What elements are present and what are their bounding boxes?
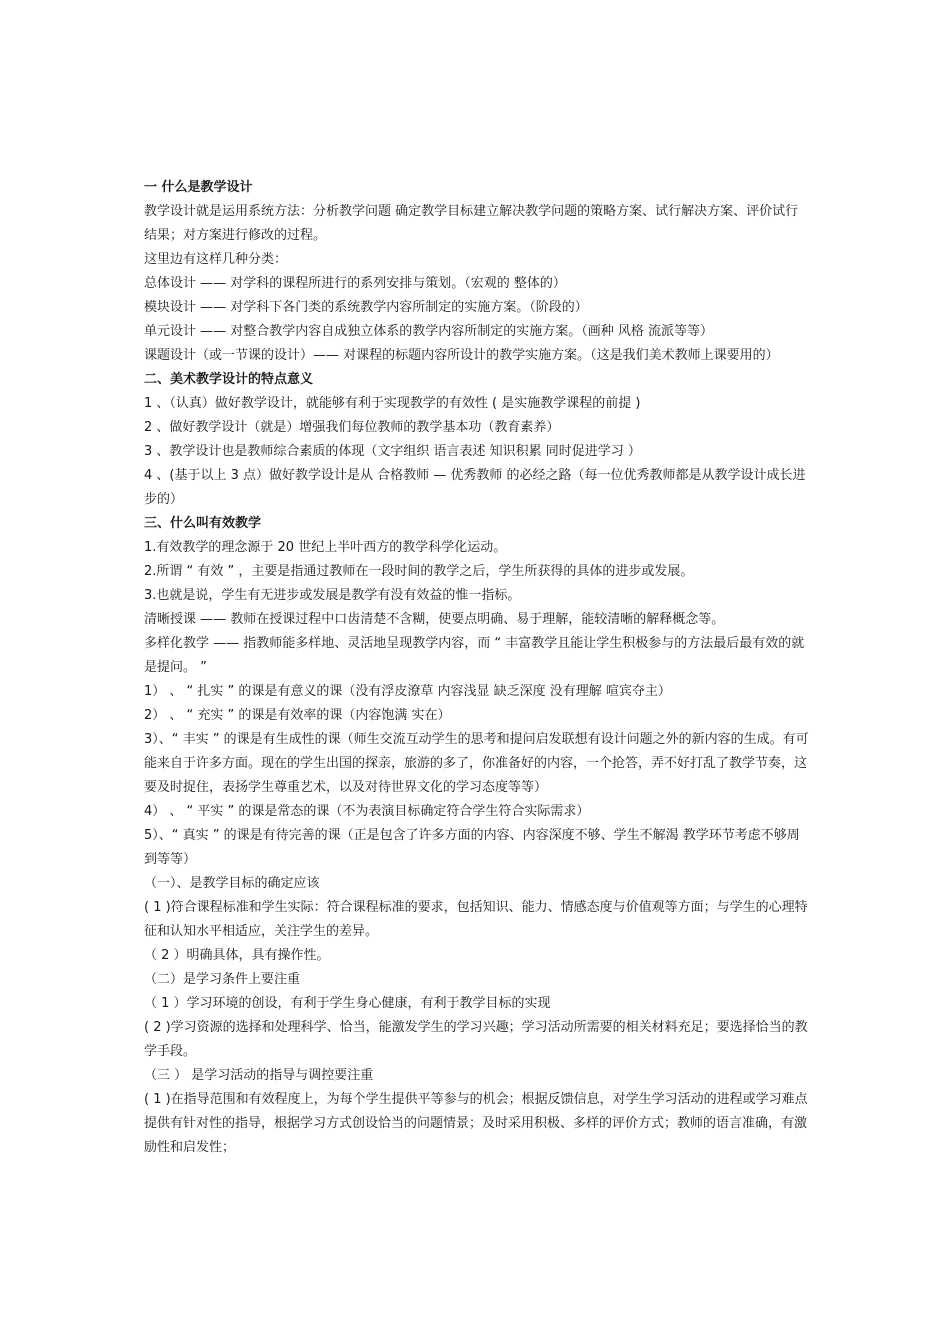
- paragraph: 总体设计 —— 对学科的课程所进行的系列安排与策划。（宏观的 整体的）: [144, 276, 566, 291]
- list-item: 4 、(基于以上 3 点）做好教学设计是从 合格教师 — 优秀教师 的必经之路（每一位优秀教师都是从教学设计成长进步的）: [144, 468, 806, 507]
- paragraph: 课题设计（或一节课的设计）—— 对课程的标题内容所设计的教学实施方案。（这是我们美术教师上课要用的）: [144, 348, 779, 363]
- list-item: 4） 、 “ 平实 ” 的课是常态的课（不为表演目标确定符合学生符合实际需求）: [144, 804, 590, 819]
- list-item: 1 、（认真）做好教学设计，就能够有利于实现教学的有效性 ( 是实施教学课程的前提 ): [144, 396, 641, 411]
- list-item: ( 1 )在指导范围和有效程度上，为每个学生提供平等参与的机会；根据反馈信息，对学生学习活动的进程或学习难点提供有针对性的指导，根据学习方式创设恰当的问题情景；及时采用积极、多样的评价方式；教师的语言准确，有激励性和启发性；: [144, 1092, 808, 1155]
- list-item: 2 、做好教学设计（就是）增强我们每位教师的教学基本功（教育素养）: [144, 420, 560, 435]
- list-item: 2） 、 “ 充实 ” 的课是有效率的课（内容饱满 实在）: [144, 708, 451, 723]
- list-item: （ 1 ）学习环境的创设，有利于学生身心健康，有利于教学目标的实现: [144, 996, 551, 1011]
- list-item: 5）、“ 真实 ” 的课是有待完善的课（正是包含了许多方面的内容、内容深度不够、学生不解渴 教学环节考虑不够周到等等）: [144, 828, 800, 867]
- list-item: 1.有效教学的理念源于 20 世纪上半叶西方的教学科学化运动。: [144, 540, 507, 555]
- paragraph: 这里边有这样几种分类：: [144, 252, 288, 267]
- list-item: ( 1 )符合课程标准和学生实际：符合课程标准的要求，包括知识、能力、情感态度与价值观等方面；与学生的心理特征和认知水平相适应，关注学生的差异。: [144, 900, 808, 939]
- heading-art-design-features: 二、美术教学设计的特点意义: [144, 372, 314, 387]
- list-item: 3.也就是说，学生有无进步或发展是教学有没有效益的惟一指标。: [144, 588, 521, 603]
- list-item: ( 2 )学习资源的选择和处理科学、恰当，能激发学生的学习兴趣；学习活动所需要的相关材料充足；要选择恰当的教学手段。: [144, 1020, 808, 1059]
- heading-effective-teaching: 三、什么叫有效教学: [144, 516, 262, 531]
- list-item: 2.所谓 “ 有效 ” ，主要是指通过教师在一段时间的教学之后，学生所获得的具体的进步或发展。: [144, 564, 694, 579]
- paragraph: 教学设计就是运用系统方法：分析教学问题 确定教学目标建立解决教学问题的策略方案、试行解决方案、评价试行结果；对方案进行修改的过程。: [144, 204, 799, 243]
- document-body: [144, 176, 810, 1160]
- paragraph: 模块设计 —— 对学科下各门类的系统教学内容所制定的实施方案。（阶段的）: [144, 300, 588, 315]
- list-item: 1） 、 “ 扎实 ” 的课是有意义的课（没有浮皮潦草 内容浅显 缺乏深度 没有理解 喧宾夺主）: [144, 684, 671, 699]
- list-item: （ 2 ）明确具体，具有操作性。: [144, 948, 330, 963]
- paragraph: 多样化教学 —— 指教师能多样地、灵活地呈现教学内容，而 “ 丰富教学且能让学生积极参与的方法最后最有效的就是提问。 ”: [144, 636, 805, 675]
- subheading: （二）是学习条件上要注重: [144, 972, 301, 987]
- list-item: 3）、“ 丰实 ” 的课是有生成性的课（师生交流互动学生的思考和提问启发联想有设计问题之外的新内容的生成。有可能来自于许多方面。现在的学生出国的探亲，旅游的多了，你准备好的内容，一个抢答，弄不好打乱了教学节奏，这要及时捉住，表扬学生尊重艺术，以及对待世界文化的学习态度等等）: [144, 732, 809, 795]
- paragraph: 单元设计 —— 对整合教学内容自成独立体系的教学内容所制定的实施方案。（画种 风格 流派等等）: [144, 324, 714, 339]
- subheading: （一）、是教学目标的确定应该: [144, 876, 320, 891]
- paragraph: 清晰授课 —— 教师在授课过程中口齿清楚不含糊，使要点明确、易于理解，能较清晰的解释概念等。: [144, 612, 725, 627]
- subheading: （三 ） 是学习活动的指导与调控要注重: [144, 1068, 374, 1083]
- list-item: 3 、教学设计也是教师综合素质的体现（文字组织 语言表述 知识积累 同时促进学习 ）: [144, 444, 641, 459]
- heading-what-is-design: 一 什么是教学设计: [144, 180, 253, 195]
